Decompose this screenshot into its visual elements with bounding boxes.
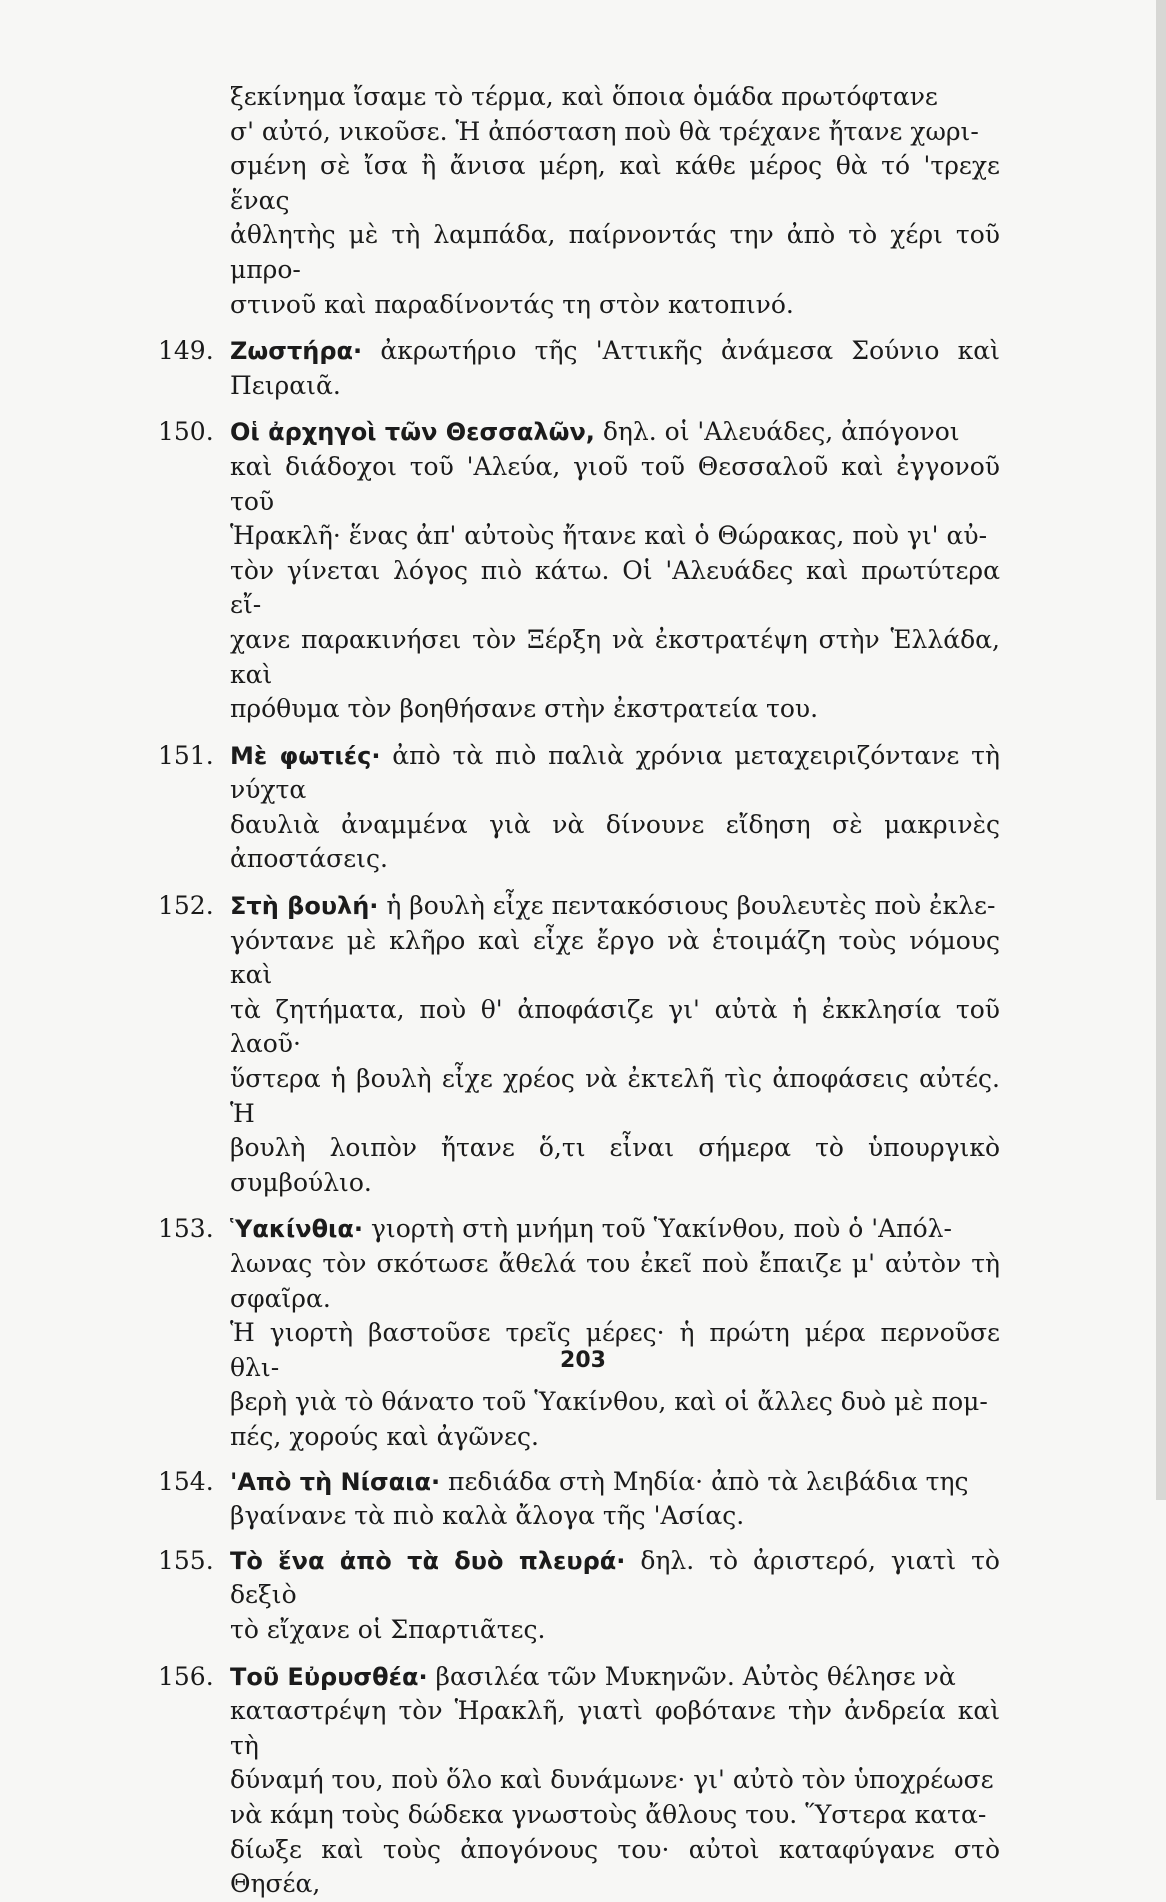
text-line: Ἡ γιορτὴ βαστοῦσε τρεῖς μέρες· ἡ πρώτη μέρα περνοῦσε θλι- <box>230 1318 1000 1382</box>
text-line: ἀθλητὴς μὲ τὴ λαμπάδα, παίρνοντάς την ἀπὸ τὸ χέρι τοῦ μπρο- <box>230 220 1000 284</box>
text-column <box>158 80 1000 1902</box>
note-term: Μὲ φωτιές· <box>230 741 381 770</box>
text-line: γιορτὴ στὴ μνήμη τοῦ Ὑακίνθου, ποὺ ὁ 'Απόλ- <box>363 1214 952 1244</box>
text-line: λωνας τὸν σκότωσε ἄθελά του ἐκεῖ ποὺ ἔπαιζε μ' αὐτὸν τὴ σφαῖρα. <box>230 1249 1000 1313</box>
note-term: Ζωστήρα· <box>230 337 363 366</box>
text-line: καὶ διάδοχοι τοῦ 'Αλεύα, γιοῦ τοῦ Θεσσαλοῦ καὶ ἐγγονοῦ τοῦ <box>230 451 1000 516</box>
page-edge-shadow <box>1156 0 1166 1500</box>
note-number: 156. <box>158 1661 214 1691</box>
text-line: δηλ. τὸ ἀριστερό, γιατὶ τὸ δεξιὸ <box>230 1545 1000 1610</box>
text-line: τὰ ζητήματα, ποὺ θ' ἀποφάσιζε γι' αὐτὰ ἡ ἐκκλησία τοῦ λαοῦ· <box>230 994 1000 1059</box>
text-line: δύναμή του, ποὺ ὅλο καὶ δυνάμωνε· γι' αὐτὸ τὸν ὑποχρέωσε <box>230 1765 994 1795</box>
text-line: σ' αὐτό, νικοῦσε. Ἡ ἀπόσταση ποὺ θὰ τρέχανε ἤτανε χωρι- <box>230 116 979 146</box>
text-line: δίωξε καὶ τοὺς ἀπογόνους του· αὐτοὶ καταφύγανε στὸ Θησέα, <box>230 1834 1000 1899</box>
note-entry-154 <box>158 1465 1000 1534</box>
note-number: 151. <box>158 740 214 770</box>
note-term: Τὸ ἕνα ἀπὸ τὰ δυὸ πλευρά· <box>230 1546 626 1575</box>
text-line: ὕστερα ἡ βουλὴ εἶχε χρέος νὰ ἐκτελῆ τὶς ἀποφάσεις αὐτές. Ἡ <box>230 1064 1000 1128</box>
text-line: πεδιάδα στὴ Μηδία· ἀπὸ τὰ λειβάδια της <box>440 1466 969 1496</box>
text-line: βγαίνανε τὰ πιὸ καλὰ ἄλογα τῆς 'Ασίας. <box>230 1501 745 1531</box>
note-term: Ὑακίνθια· <box>230 1215 364 1244</box>
page-number: 203 <box>560 1348 606 1373</box>
note-term: Στὴ βουλή· <box>230 892 379 921</box>
text-line: στινοῦ καὶ παραδίνοντάς τη στὸν κατοπινό. <box>230 289 794 319</box>
text-line: ἀπὸ τὰ πιὸ παλιὰ χρόνια μεταχειριζόντανε τὴ νύχτα <box>230 740 1000 805</box>
note-entry-152 <box>158 889 1000 1200</box>
note-number: 150. <box>158 417 214 447</box>
text-line: χανε παρακινήσει τὸν Ξέρξη νὰ ἐκστρατέψη στὴν Ἑλλάδα, καὶ <box>230 624 1000 689</box>
text-line: Ἡρακλῆ· ἕνας ἀπ' αὐτοὺς ἤτανε καὶ ὁ Θώρακας, ποὺ γι' αὐ- <box>230 521 988 551</box>
text-line: δηλ. οἱ 'Αλευάδες, ἀπόγονοι <box>594 417 960 447</box>
text-line: τὸ εἴχανε οἱ Σπαρτιᾶτες. <box>230 1614 546 1644</box>
text-line: τὸν γίνεται λόγος πιὸ κάτω. Οἱ 'Αλευάδες καὶ πρωτύτερα εἴ- <box>230 555 1000 620</box>
text-line: πές, χορούς καὶ ἀγῶνες. <box>230 1421 539 1451</box>
text-line: καταστρέψη τὸν Ἡρακλῆ, γιατὶ φοβότανε τὴν ἀνδρεία καὶ τὴ <box>230 1696 1000 1760</box>
note-entry-151 <box>158 739 1000 877</box>
note-number: 149. <box>158 336 214 366</box>
text-line: βερὴ γιὰ τὸ θάνατο τοῦ Ὑακίνθου, καὶ οἱ ἄλλες δυὸ μὲ πομ- <box>230 1387 988 1417</box>
note-term: 'Απὸ τὴ Νίσαια· <box>230 1467 441 1496</box>
text-line: ἀκρωτήριο τῆς 'Αττικῆς ἀνάμεσα Σούνιο καὶ Πειραιᾶ. <box>230 336 1000 400</box>
text-line: δαυλιὰ ἀναμμένα γιὰ νὰ δίνουνε εἴδηση σὲ μακρινὲς ἀποστάσεις. <box>230 809 1000 874</box>
note-entry-149 <box>158 334 1000 403</box>
text-line: βασιλέα τῶν Μυκηνῶν. Αὐτὸς θέλησε νὰ <box>427 1661 956 1691</box>
note-entry-153 <box>158 1212 1000 1454</box>
note-number: 154. <box>158 1466 214 1496</box>
text-line: βουλὴ λοιπὸν ἤτανε ὅ,τι εἶναι σήμερα τὸ ὑπουργικὸ συμβούλιο. <box>230 1133 1000 1197</box>
text-line: νὰ κάμη τοὺς δώδεκα γνωστοὺς ἄθλους του. Ὕστερα κατα- <box>230 1799 987 1829</box>
note-entry-150 <box>158 415 1000 726</box>
text-line: ἡ βουλὴ εἶχε πεντακόσιους βουλευτὲς ποὺ ἐκλε- <box>378 891 996 921</box>
text-line: γόντανε μὲ κλῆρο καὶ εἶχε ἔργο νὰ ἑτοιμάζη τοὺς νόμους καὶ <box>230 925 1000 990</box>
note-number: 152. <box>158 891 214 921</box>
note-entry-156 <box>158 1660 1000 1902</box>
text-line: πρόθυμα τὸν βοηθήσανε στὴν ἐκστρατεία του. <box>230 694 819 724</box>
text-line: ξεκίνημα ἴσαμε τὸ τέρμα, καὶ ὅποια ὁμάδα πρωτόφτανε <box>230 82 938 111</box>
note-term: Οἱ ἀρχηγοὶ τῶν Θεσσαλῶν, <box>230 418 595 447</box>
text-line: σμένη σὲ ἴσα ἢ ἄνισα μέρη, καὶ κάθε μέρος θὰ τό 'τρεχε ἕνας <box>230 151 1000 215</box>
note-number: 153. <box>158 1214 214 1244</box>
note-entry-155 <box>158 1544 1000 1648</box>
note-number: 155. <box>158 1545 214 1575</box>
note-term: Τοῦ Εὐρυσθέα· <box>230 1662 428 1691</box>
intro-paragraph <box>230 80 1000 322</box>
